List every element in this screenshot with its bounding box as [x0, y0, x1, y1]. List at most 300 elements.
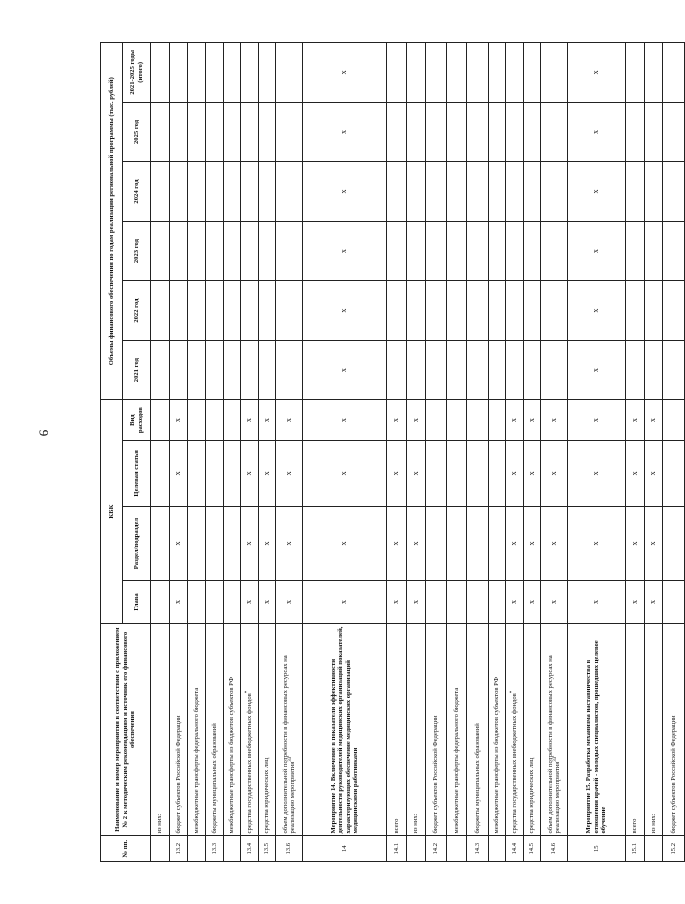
value-cell: x [170, 400, 188, 440]
value-cell [387, 162, 407, 222]
value-cell [224, 506, 241, 580]
value-cell [645, 43, 663, 103]
row-name [663, 623, 685, 836]
footnote-ref: * [244, 690, 250, 694]
value-cell [663, 340, 685, 400]
header-row-1 [101, 43, 123, 862]
row-name [259, 623, 276, 836]
header-kbk-tselevaya: Целевая статья [123, 440, 151, 506]
value-cell: x [303, 440, 387, 506]
row-name-text: объем дополнительной потребности в финансовых ресурсах на реализацию мероприятия [281, 655, 296, 834]
value-cell [426, 102, 447, 162]
table-row [467, 43, 489, 862]
value-cell: x [303, 581, 387, 624]
row-name [467, 623, 489, 836]
table-row [506, 43, 524, 862]
table-row [626, 43, 645, 862]
value-cell [489, 440, 506, 506]
value-cell [524, 162, 541, 222]
value-cell: x [506, 581, 524, 624]
value-cell [241, 340, 259, 400]
table-row [259, 43, 276, 862]
row-number [447, 836, 467, 862]
row-name [170, 623, 188, 836]
row-name [447, 623, 467, 836]
row-name [303, 623, 387, 836]
value-cell [206, 162, 224, 222]
value-cell: x [276, 506, 303, 580]
value-cell: x [568, 43, 626, 103]
value-cell [206, 581, 224, 624]
value-cell: x [303, 221, 387, 281]
value-cell: x [407, 440, 426, 506]
table-row [151, 43, 170, 862]
value-cell [645, 162, 663, 222]
row-name-text: средства государственных внебюджетных фондов [510, 693, 518, 834]
row-name-text: межбюджетные трансферты из бюджетов субъектов РФ [228, 677, 236, 834]
row-name [276, 623, 303, 836]
footnote-ref: 33 [552, 756, 558, 762]
row-name-text: межбюджетные трансферты федерального бюджета [192, 687, 200, 834]
value-cell [206, 221, 224, 281]
value-cell [206, 281, 224, 341]
value-cell [447, 506, 467, 580]
value-cell [447, 281, 467, 341]
header-year-2023: 2023 год [123, 221, 151, 281]
row-name-text: средства юридических лиц [263, 757, 271, 834]
value-cell: x [568, 506, 626, 580]
value-cell: x [541, 581, 568, 624]
header-financing: Объемы финансового обеспечения по годам реализации региональной программы (тыс. рублей) [101, 43, 123, 400]
value-cell [206, 43, 224, 103]
value-cell [447, 43, 467, 103]
header-year-total: 2021-2025 годы (итого) [123, 43, 151, 103]
value-cell: x [387, 506, 407, 580]
value-cell: x [645, 440, 663, 506]
row-name-text: межбюджетные трансферты из бюджетов субъектов РФ [493, 677, 501, 834]
value-cell: x [259, 581, 276, 624]
value-cell [407, 281, 426, 341]
row-number: 14.1 [387, 836, 407, 862]
value-cell [188, 340, 206, 400]
value-cell [206, 506, 224, 580]
row-number [489, 836, 506, 862]
value-cell [426, 440, 447, 506]
value-cell [241, 281, 259, 341]
value-cell [170, 102, 188, 162]
value-cell: x [241, 400, 259, 440]
value-cell [224, 221, 241, 281]
row-name-text: бюджеты муниципальных образований [473, 723, 481, 834]
value-cell [259, 102, 276, 162]
value-cell [506, 340, 524, 400]
header-kbk-glava: Глава [123, 581, 151, 624]
value-cell [489, 506, 506, 580]
row-name-text: бюджет субъектов Российской Федерации [174, 715, 182, 834]
value-cell: x [506, 400, 524, 440]
value-cell: x [541, 506, 568, 580]
value-cell [489, 340, 506, 400]
row-name-text: бюджеты муниципальных образований [210, 723, 218, 834]
value-cell [188, 162, 206, 222]
value-cell: x [303, 43, 387, 103]
value-cell: x [259, 506, 276, 580]
value-cell [524, 102, 541, 162]
value-cell: x [303, 281, 387, 341]
value-cell [188, 440, 206, 506]
value-cell [467, 43, 489, 103]
value-cell [224, 440, 241, 506]
value-cell [489, 581, 506, 624]
header-name: Наименование и номер мероприятия в соответствии с приложением № 2 к методическим рекомендациям и источник его финансового обеспечения [101, 623, 151, 836]
header-kbk: КБК [101, 400, 123, 623]
value-cell [626, 221, 645, 281]
row-name [206, 623, 224, 836]
row-number: 13.2 [170, 836, 188, 862]
value-cell: x [524, 400, 541, 440]
value-cell [151, 506, 170, 580]
value-cell [541, 43, 568, 103]
table-row [645, 43, 663, 862]
value-cell [506, 281, 524, 341]
row-name-text: из них: [649, 813, 657, 834]
value-cell [524, 43, 541, 103]
value-cell [170, 281, 188, 341]
footnote-ref: * [509, 690, 515, 694]
value-cell [241, 162, 259, 222]
row-number: 15 [568, 836, 626, 862]
value-cell [467, 400, 489, 440]
value-cell [447, 102, 467, 162]
value-cell [224, 43, 241, 103]
value-cell [426, 581, 447, 624]
value-cell: x [387, 400, 407, 440]
row-name [506, 623, 524, 836]
row-number: 15.1 [626, 836, 645, 862]
value-cell: x [506, 440, 524, 506]
value-cell [524, 281, 541, 341]
row-name-text: из них: [156, 813, 164, 834]
value-cell [663, 506, 685, 580]
table-body [151, 43, 685, 862]
value-cell [241, 102, 259, 162]
value-cell: x [626, 440, 645, 506]
row-name [489, 623, 506, 836]
table-row [407, 43, 426, 862]
row-number: 14 [303, 836, 387, 862]
value-cell: x [626, 400, 645, 440]
value-cell [276, 221, 303, 281]
value-cell [170, 221, 188, 281]
value-cell [626, 281, 645, 341]
row-number: 13.4 [241, 836, 259, 862]
value-cell: x [303, 340, 387, 400]
value-cell [447, 581, 467, 624]
row-number: 13.5 [259, 836, 276, 862]
value-cell [663, 162, 685, 222]
value-cell: x [303, 102, 387, 162]
value-cell: x [645, 400, 663, 440]
row-number [188, 836, 206, 862]
value-cell [663, 43, 685, 103]
value-cell [541, 162, 568, 222]
row-number: 14.6 [541, 836, 568, 862]
table-row [524, 43, 541, 862]
row-name-text: средства юридических лиц [528, 757, 536, 834]
value-cell: x [241, 581, 259, 624]
value-cell [626, 102, 645, 162]
value-cell [224, 340, 241, 400]
value-cell [407, 102, 426, 162]
row-number: 14.3 [467, 836, 489, 862]
value-cell [241, 221, 259, 281]
value-cell [489, 281, 506, 341]
value-cell [188, 400, 206, 440]
value-cell [188, 221, 206, 281]
value-cell: x [568, 162, 626, 222]
value-cell [645, 221, 663, 281]
value-cell [645, 102, 663, 162]
value-cell [663, 400, 685, 440]
table-row [663, 43, 685, 862]
value-cell [663, 221, 685, 281]
value-cell: x [626, 581, 645, 624]
value-cell [224, 162, 241, 222]
row-name [626, 623, 645, 836]
value-cell [206, 340, 224, 400]
row-name-text: объем дополнительной потребности в финансовых ресурсах на реализацию мероприятия [546, 655, 561, 834]
value-cell: x [568, 400, 626, 440]
value-cell: x [276, 581, 303, 624]
value-cell [426, 162, 447, 222]
row-name [188, 623, 206, 836]
row-name [524, 623, 541, 836]
row-number: 14.5 [524, 836, 541, 862]
value-cell [188, 102, 206, 162]
value-cell [541, 281, 568, 341]
value-cell [626, 162, 645, 222]
header-year-2021: 2021 год [123, 340, 151, 400]
value-cell: x [276, 400, 303, 440]
value-cell [426, 340, 447, 400]
value-cell: x [568, 440, 626, 506]
value-cell: x [407, 581, 426, 624]
page-number: 9 [36, 429, 52, 437]
value-cell [151, 581, 170, 624]
value-cell [224, 281, 241, 341]
value-cell [489, 221, 506, 281]
value-cell: x [645, 581, 663, 624]
row-name-text: межбюджетные трансферты федерального бюджета [452, 687, 460, 834]
value-cell [387, 281, 407, 341]
value-cell [241, 43, 259, 103]
value-cell [170, 162, 188, 222]
value-cell [541, 221, 568, 281]
value-cell [206, 102, 224, 162]
table-row [426, 43, 447, 862]
row-name [541, 623, 568, 836]
table-row [170, 43, 188, 862]
value-cell [447, 440, 467, 506]
value-cell [663, 102, 685, 162]
value-cell [467, 221, 489, 281]
row-name-text: всего [631, 818, 639, 834]
value-cell [188, 43, 206, 103]
row-number [224, 836, 241, 862]
row-name [241, 623, 259, 836]
row-name-text: средства государственных внебюджетных фондов [245, 693, 253, 834]
value-cell [626, 340, 645, 400]
value-cell [276, 102, 303, 162]
value-cell [276, 162, 303, 222]
row-name [387, 623, 407, 836]
table-row [447, 43, 467, 862]
value-cell [387, 43, 407, 103]
row-number: 14.2 [426, 836, 447, 862]
value-cell [151, 43, 170, 103]
value-cell [188, 506, 206, 580]
value-cell [276, 340, 303, 400]
table-row [387, 43, 407, 862]
value-cell [407, 340, 426, 400]
value-cell [170, 340, 188, 400]
value-cell: x [568, 102, 626, 162]
value-cell: x [541, 400, 568, 440]
value-cell: x [241, 506, 259, 580]
value-cell: x [303, 506, 387, 580]
value-cell [151, 221, 170, 281]
table-row [489, 43, 506, 862]
value-cell [407, 162, 426, 222]
value-cell: x [626, 506, 645, 580]
row-name-text: Мероприятие 14. Включение в показатели эффективности деятельности руководителей медицинских организаций показателей, характеризующих обеспечение медицинских организаций медицинскими работниками [329, 626, 359, 834]
header-year-2025: 2025 год [123, 102, 151, 162]
header-kbk-razdel: Раздел/подраздел [123, 506, 151, 580]
value-cell [206, 440, 224, 506]
value-cell [506, 221, 524, 281]
value-cell [407, 43, 426, 103]
value-cell [467, 281, 489, 341]
row-name-text: бюджет субъектов Российской Федерации [669, 715, 677, 834]
value-cell: x [303, 162, 387, 222]
value-cell [151, 340, 170, 400]
row-name [426, 623, 447, 836]
value-cell: x [407, 400, 426, 440]
value-cell [426, 281, 447, 341]
value-cell [387, 221, 407, 281]
value-cell: x [407, 506, 426, 580]
value-cell [259, 281, 276, 341]
value-cell [645, 281, 663, 341]
value-cell: x [259, 400, 276, 440]
value-cell [626, 43, 645, 103]
value-cell [489, 102, 506, 162]
value-cell [188, 581, 206, 624]
value-cell [259, 43, 276, 103]
row-number [645, 836, 663, 862]
value-cell [387, 340, 407, 400]
rotated-table-container [100, 42, 677, 862]
value-cell: x [524, 506, 541, 580]
value-cell: x [524, 581, 541, 624]
value-cell [663, 440, 685, 506]
value-cell [387, 102, 407, 162]
value-cell [224, 102, 241, 162]
value-cell [506, 162, 524, 222]
value-cell [541, 340, 568, 400]
row-name-text: Мероприятие 15. Разработка механизма наставничества в отношении врачей - молодых специалистов, прошедших целевое обучение [585, 640, 608, 834]
value-cell: x [387, 440, 407, 506]
value-cell [206, 400, 224, 440]
row-name-text: из них: [412, 813, 420, 834]
value-cell [467, 102, 489, 162]
row-name [407, 623, 426, 836]
table-row [224, 43, 241, 862]
value-cell [426, 43, 447, 103]
value-cell: x [524, 440, 541, 506]
value-cell [224, 581, 241, 624]
table-row [276, 43, 303, 862]
value-cell [447, 162, 467, 222]
value-cell: x [568, 581, 626, 624]
value-cell [170, 43, 188, 103]
value-cell: x [170, 440, 188, 506]
financing-table [100, 42, 685, 862]
value-cell [224, 400, 241, 440]
value-cell [276, 281, 303, 341]
value-cell: x [276, 440, 303, 506]
value-cell [467, 506, 489, 580]
row-number: 13.3 [206, 836, 224, 862]
value-cell [524, 340, 541, 400]
value-cell [467, 440, 489, 506]
value-cell [506, 102, 524, 162]
row-number [407, 836, 426, 862]
value-cell: x [170, 506, 188, 580]
value-cell: x [506, 506, 524, 580]
footnote-ref: 33 [287, 756, 293, 762]
value-cell [259, 162, 276, 222]
value-cell [663, 581, 685, 624]
value-cell [489, 162, 506, 222]
header-year-2022: 2022 год [123, 281, 151, 341]
value-cell [426, 400, 447, 440]
header-num: № пп. [101, 836, 151, 862]
value-cell [447, 400, 467, 440]
value-cell [151, 281, 170, 341]
value-cell [276, 43, 303, 103]
value-cell [407, 221, 426, 281]
value-cell: x [303, 400, 387, 440]
value-cell [467, 162, 489, 222]
value-cell: x [568, 281, 626, 341]
table-row [241, 43, 259, 862]
row-name [151, 623, 170, 836]
value-cell [426, 506, 447, 580]
row-number: 15.2 [663, 836, 685, 862]
row-number [151, 836, 170, 862]
table-row [188, 43, 206, 862]
value-cell [524, 221, 541, 281]
value-cell [541, 102, 568, 162]
header-year-2024: 2024 год [123, 162, 151, 222]
table-row [206, 43, 224, 862]
value-cell: x [568, 340, 626, 400]
value-cell [188, 281, 206, 341]
value-cell: x [568, 221, 626, 281]
value-cell: x [645, 506, 663, 580]
value-cell [151, 400, 170, 440]
